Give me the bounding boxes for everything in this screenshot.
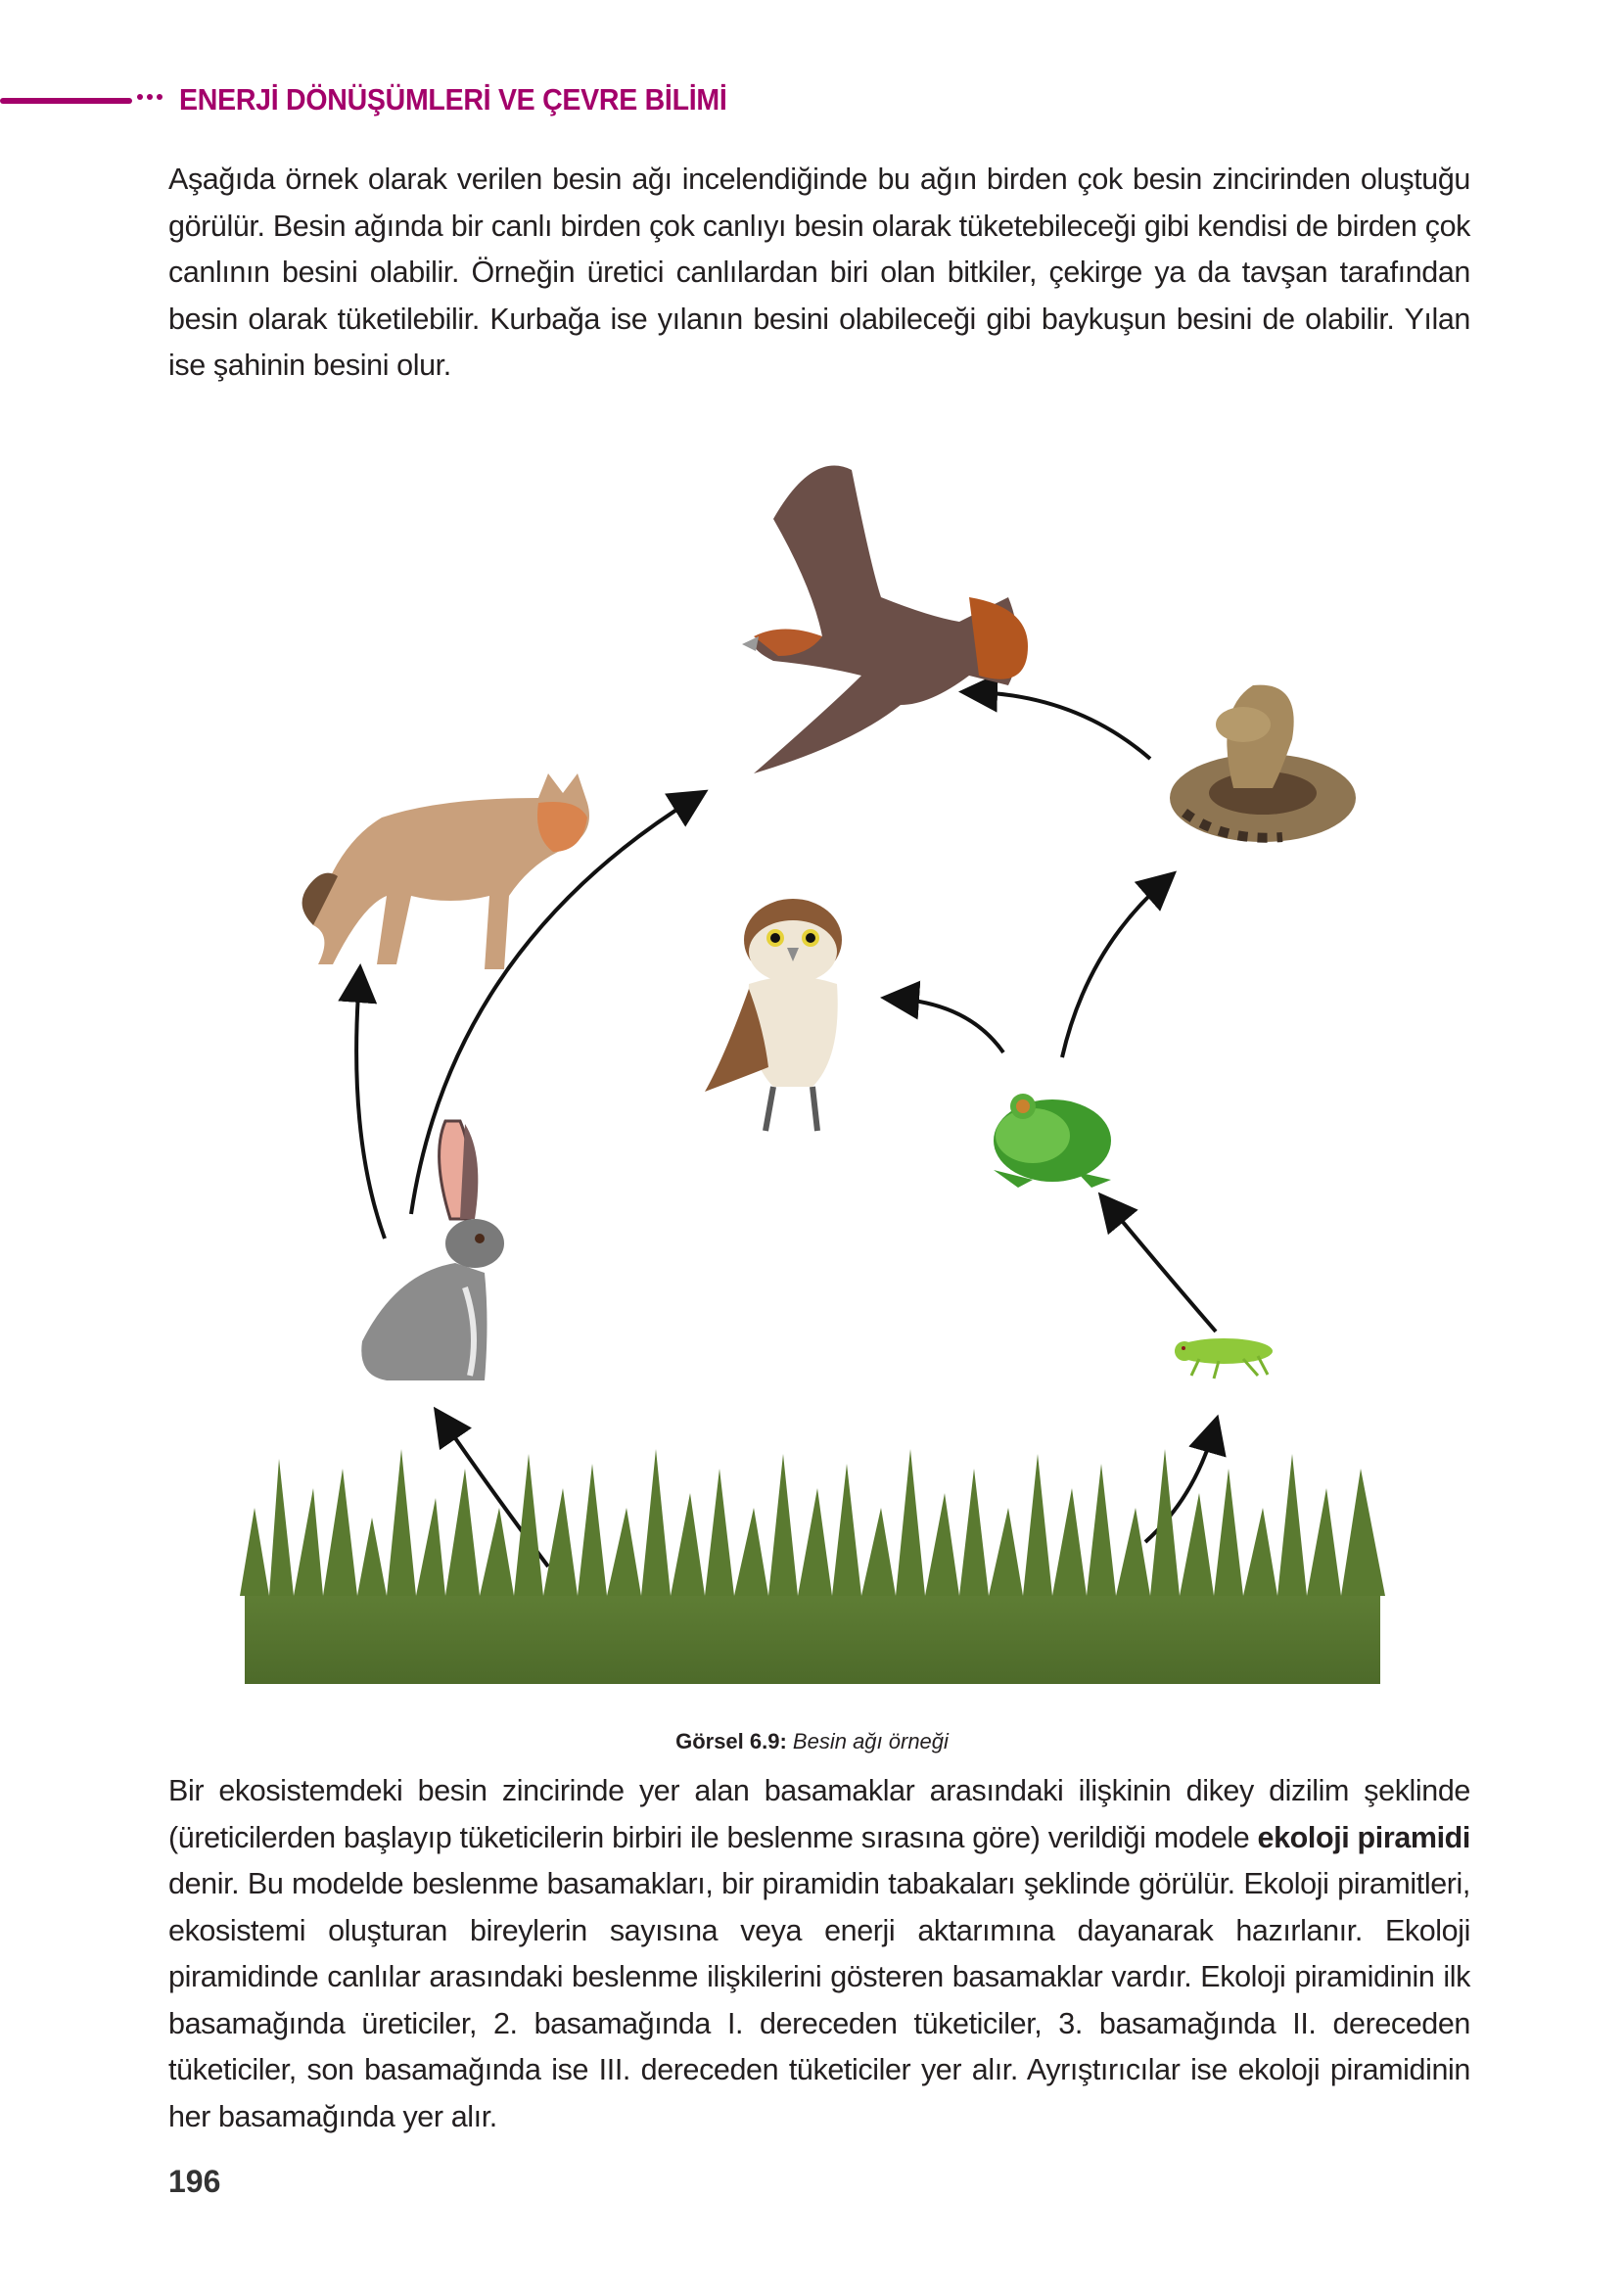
arrow-frog-to-snake [1062,881,1165,1057]
intro-paragraph: Aşağıda örnek olarak verilen besin ağı incelendiğinde bu ağın birden çok besin zincirinden oluştuğu görülür. Besin ağında bir canlı birden çok canlıyı besin olarak tüketebileceği gibi kendisi de birden çok canlının besini olabilir. Örneğin üretici canlılardan biri olan bitkiler, çekirge ya da tavşan tarafından besin olarak tüketilebilir. Kurbağa ise yılanın besini olabileceği gibi baykuşun besini de olabilir. Yılan ise şahinin besini olur. [168,163,1470,382]
paragraph-text: Bir ekosistemdeki besin zincirinde yer alan basamaklar arasındaki ilişkinin dikey dizilim şeklinde (üreticilerden başlayıp tüketicilerin birbiri ile beslenme sırasına göre) verildiği modele [168,1774,1470,1854]
header-rule [0,98,132,104]
grass-icon [240,1449,1385,1684]
hawk-icon [742,466,1028,773]
snake-icon [1170,685,1356,842]
key-term: ekoloji piramidi [1257,1820,1470,1854]
ecology-pyramid-paragraph [168,1768,1470,2140]
owl-icon [705,899,842,1131]
arrow-rabbit-to-fox [356,979,385,1239]
food-web-illustration [225,431,1400,1723]
caption-label: Görsel 6.9: [675,1729,787,1753]
caption-text: Besin ağı örneği [792,1729,949,1753]
fox-icon [302,773,589,969]
page-number: 196 [168,2164,221,2199]
food-web-figure [225,431,1400,1723]
arrow-snake-to-hawk [974,692,1150,759]
header-dots [137,94,162,100]
figure-caption [0,1729,1624,1754]
grasshopper-icon [1175,1338,1273,1379]
arrow-grasshopper-to-frog [1108,1204,1216,1332]
frog-icon [994,1094,1111,1188]
section-header [0,78,979,121]
section-title: ENERJİ DÖNÜŞÜMLERİ VE ÇEVRE BİLİMİ [179,82,727,117]
rabbit-icon [361,1121,504,1380]
arrow-frog-to-owl [896,999,1003,1052]
paragraph-text: denir. Bu modelde beslenme basamakları, bir piramidin tabakaları şeklinde görülür. Ekoloji piramitleri, ekosistemi oluşturan bireylerin sayısına veya enerji aktarımına dayanarak hazırlanır. Ekoloji piramidinde canlılar arasındaki beslenme ilişkilerini gösteren basamaklar vardır. Ekoloji piramidinin ilk basamağında üreticiler, 2. basamağında I. dereceden tüketiciler, 3. basamağında II. dereceden tüketiciler, son basamağında ise III. dereceden tüketiciler yer alır. Ayrıştırıcılar ise ekoloji piramidinin her basamağında yer alır. [168,1867,1470,2133]
